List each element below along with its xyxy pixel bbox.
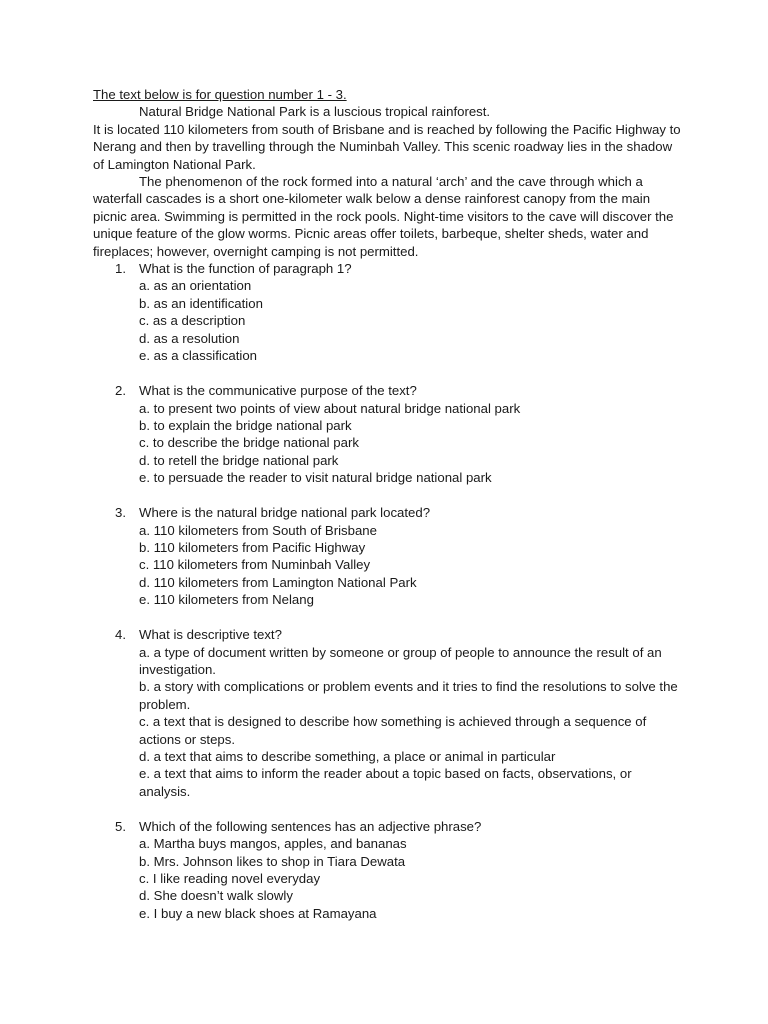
question-4	[93, 626, 683, 800]
option-b: b. a story with complications or problem events and it tries to find the resolutions to solve the problem.	[139, 679, 678, 712]
question-number: 3.	[115, 505, 126, 521]
option-list	[139, 400, 683, 487]
option-e: e. to persuade the reader to visit natural bridge national park	[139, 470, 492, 486]
option-list	[139, 644, 683, 801]
option-d: d. as a resolution	[139, 330, 240, 346]
option-list	[139, 522, 683, 609]
question-3	[93, 504, 683, 608]
option-a: a. to present two points of view about natural bridge national park	[139, 400, 521, 416]
option-d: d. to retell the bridge national park	[139, 452, 339, 468]
option-c: c. I like reading novel everyday	[139, 871, 321, 887]
question-text: What is the communicative purpose of the text?	[139, 383, 417, 399]
option-b: b. to explain the bridge national park	[139, 417, 352, 433]
question-number: 4.	[115, 627, 126, 643]
option-b: b. 110 kilometers from Pacific Highway	[139, 539, 366, 555]
option-d: d. She doesn’t walk slowly	[139, 888, 293, 904]
question-number: 1.	[115, 261, 126, 277]
option-e: e. as a classification	[139, 348, 258, 364]
option-e: e. a text that aims to inform the reader about a topic based on facts, observations, or analysis.	[139, 766, 632, 799]
question-2	[93, 382, 683, 486]
option-b: b. as an identification	[139, 295, 263, 311]
option-d: d. 110 kilometers from Lamington National Park	[139, 574, 417, 590]
question-number: 2.	[115, 383, 126, 399]
option-c: c. as a description	[139, 313, 246, 329]
option-a: a. Martha buys mangos, apples, and bananas	[139, 836, 407, 852]
question-list	[93, 260, 683, 922]
paragraph-2: The phenomenon of the rock formed into a natural ‘arch’ and the cave through which a waterfall cascades is a short one-kilometer walk below a dense rainforest canopy from the main picnic area. Swimming is permitted in the rock pools. Night-time visitors to the cave will discover the unique feature of the glow worms. Picnic areas offer toilets, barbeque, shelter sheds, water and fireplaces; however, overnight camping is not permitted.	[93, 174, 674, 259]
question-5	[93, 818, 683, 922]
option-e: e. 110 kilometers from Nelang	[139, 592, 314, 608]
option-list	[139, 277, 683, 364]
option-c: c. to describe the bridge national park	[139, 435, 359, 451]
option-c: c. 110 kilometers from Numinbah Valley	[139, 557, 371, 573]
question-text: What is the function of paragraph 1?	[139, 261, 352, 277]
paragraph-1-continued: It is located 110 kilometers from south of Brisbane and is reached by following the Pacific Highway to Nerang and then by travelling through the Numinbah Valley. This scenic roadway lies in the shadow of Lamington National Park.	[93, 121, 681, 172]
paragraph-1: Natural Bridge National Park is a luscious tropical rainforest.	[139, 104, 491, 120]
question-1	[93, 260, 683, 364]
option-b: b. Mrs. Johnson likes to shop in Tiara Dewata	[139, 853, 406, 869]
option-e: e. I buy a new black shoes at Ramayana	[139, 905, 377, 921]
option-a: a. a type of document written by someone or group of people to announce the result of an investigation.	[139, 644, 662, 677]
question-text: Where is the natural bridge national park located?	[139, 505, 431, 521]
document-body	[93, 86, 683, 922]
option-d: d. a text that aims to describe something, a place or animal in particular	[139, 749, 556, 764]
option-list	[139, 835, 683, 922]
option-a: a. 110 kilometers from South of Brisbane	[139, 522, 377, 538]
question-text: Which of the following sentences has an adjective phrase?	[139, 818, 482, 834]
intro-line: The text below is for question number 1 - 3.	[93, 87, 347, 102]
question-number: 5.	[115, 818, 126, 834]
option-c: c. a text that is designed to describe how something is achieved through a sequence of actions or steps.	[139, 714, 647, 747]
option-a: a. as an orientation	[139, 278, 252, 294]
question-text: What is descriptive text?	[139, 627, 282, 643]
